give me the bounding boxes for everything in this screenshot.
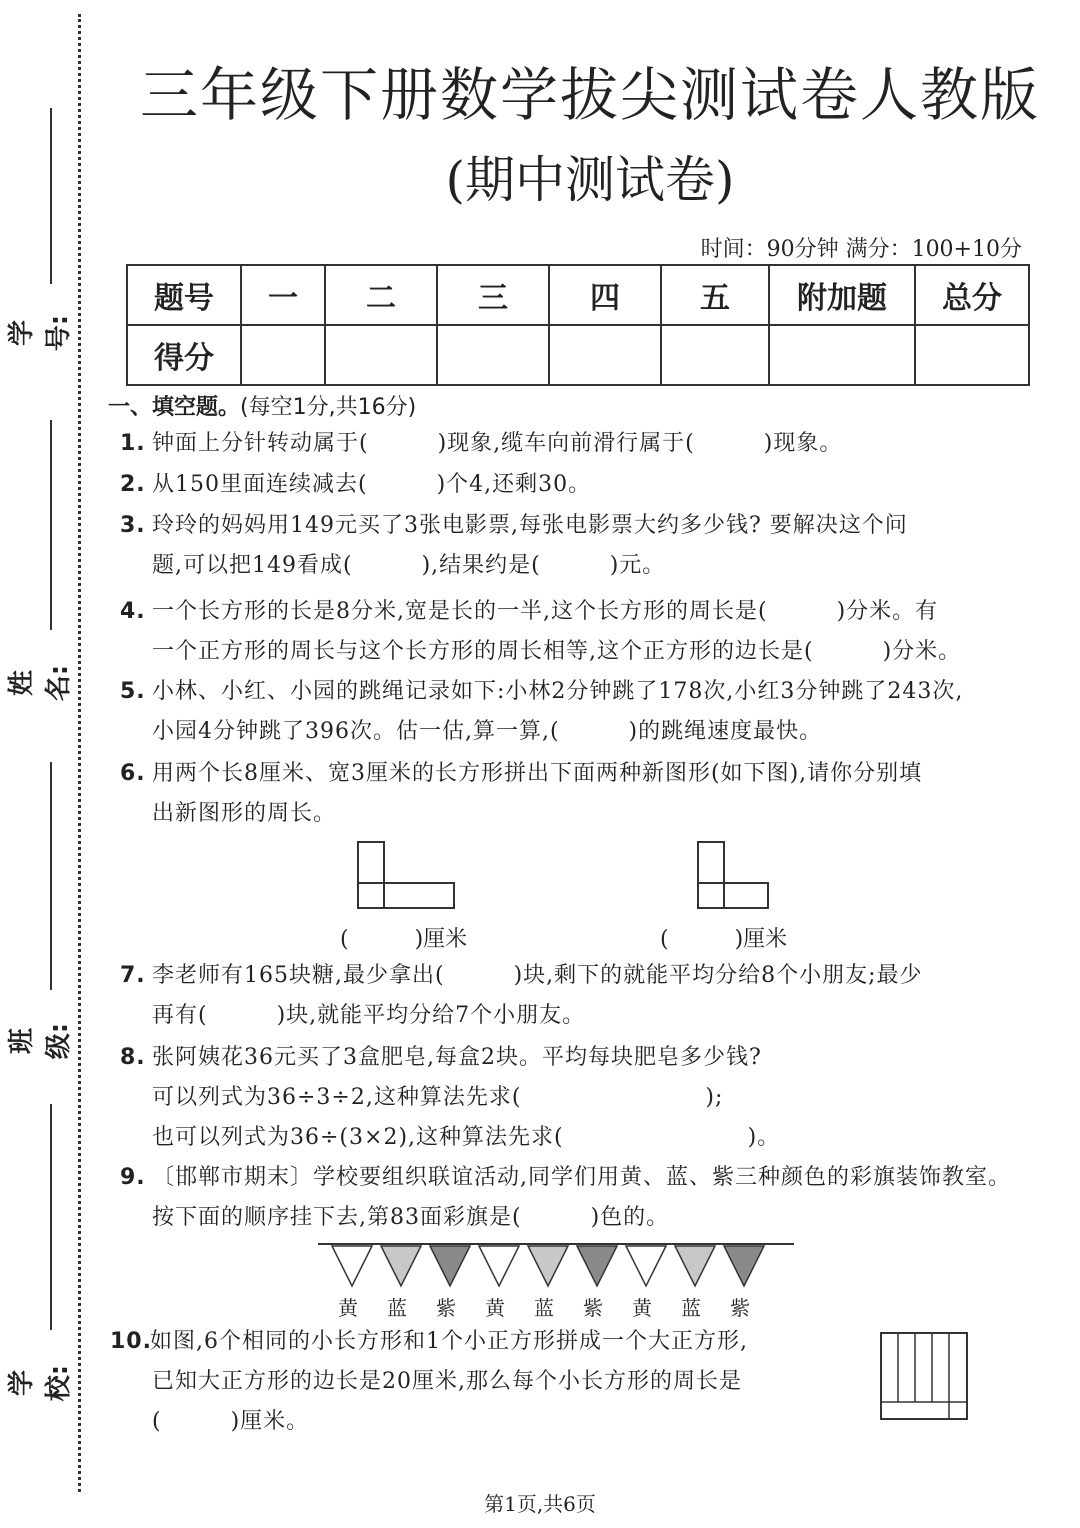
question-text: 〔邯郸市期末〕学校要组织联谊活动,同学们用黄、蓝、紫三种颜色的彩旗装饰教室。 bbox=[152, 1165, 1011, 1190]
page-subtitle: (期中测试卷) bbox=[445, 151, 735, 209]
flag-triangle bbox=[430, 1246, 470, 1286]
score-cell[interactable] bbox=[915, 325, 1029, 385]
flag-triangle bbox=[724, 1246, 764, 1286]
school-label: 学校: bbox=[7, 1364, 74, 1402]
section-note: (每空1分,共16分) bbox=[240, 395, 417, 420]
section-title: 一、填空题。 bbox=[108, 395, 241, 420]
score-table-header-row bbox=[127, 265, 1029, 325]
question-text: 出新图形的周长。 bbox=[152, 801, 337, 826]
score-header-cell: 附加题 bbox=[769, 265, 915, 325]
score-cell[interactable] bbox=[325, 325, 437, 385]
question-text: 一个正方形的周长与这个长方形的周长相等,这个正方形的边长是( )分米。 bbox=[152, 639, 962, 664]
question-text: 李老师有165块糖,最少拿出( )块,剩下的就能平均分给8个小朋友;最少 bbox=[152, 963, 923, 988]
flag-label: 蓝 bbox=[681, 1296, 701, 1320]
question-text: 钟面上分针转动属于( )现象,缆车向前滑行属于( )现象。 bbox=[152, 431, 843, 456]
score-header-cell: 三 bbox=[437, 265, 549, 325]
score-cell[interactable] bbox=[437, 325, 549, 385]
page-footer: 第1页,共6页 bbox=[484, 1492, 596, 1516]
q6-figure-l-shape bbox=[350, 836, 460, 916]
score-cell[interactable] bbox=[769, 325, 915, 385]
name-label: 姓名: bbox=[7, 664, 74, 702]
student-no-label: 学号: bbox=[7, 314, 74, 352]
flag-label: 蓝 bbox=[387, 1296, 407, 1320]
score-header-cell: 四 bbox=[549, 265, 661, 325]
flag-triangle bbox=[626, 1246, 666, 1286]
q10-figure-big-square bbox=[878, 1330, 972, 1422]
binding-dashed-line bbox=[78, 14, 81, 1492]
question-8 bbox=[120, 1038, 1020, 1158]
flag-label: 黄 bbox=[485, 1296, 505, 1320]
section-heading bbox=[108, 390, 416, 421]
score-header-cell: 一 bbox=[241, 265, 325, 325]
question-2 bbox=[120, 465, 1020, 505]
question-number: 6. bbox=[120, 761, 146, 786]
q6-figure-l-shape-2 bbox=[690, 836, 780, 916]
score-cell[interactable] bbox=[661, 325, 769, 385]
question-number: 3. bbox=[120, 513, 146, 538]
q6-answer-1[interactable]: ( )厘米 bbox=[340, 927, 468, 952]
flag-label: 紫 bbox=[730, 1296, 750, 1320]
flag-label: 黄 bbox=[632, 1296, 652, 1320]
question-number: 2. bbox=[120, 472, 146, 497]
score-table-score-row bbox=[127, 325, 1029, 385]
question-text: 小林、小红、小园的跳绳记录如下:小林2分钟跳了178次,小红3分钟跳了243次, bbox=[152, 679, 964, 704]
score-row-label: 得分 bbox=[127, 325, 241, 385]
question-number: 5. bbox=[120, 679, 146, 704]
score-header-cell: 总分 bbox=[915, 265, 1029, 325]
question-text: 也可以列式为36÷(3×2),这种算法先求( )。 bbox=[152, 1125, 781, 1150]
exam-meta: 时间：90分钟 满分：100+10分 bbox=[700, 237, 1022, 262]
question-number: 8. bbox=[120, 1045, 146, 1070]
name-underline bbox=[50, 420, 52, 630]
score-header-cell: 五 bbox=[661, 265, 769, 325]
question-text: 小园4分钟跳了396次。估一估,算一算,( )的跳绳速度最快。 bbox=[152, 719, 823, 744]
q6-answer-2[interactable]: ( )厘米 bbox=[660, 927, 788, 952]
question-text: 题,可以把149看成( ),结果约是( )元。 bbox=[152, 553, 666, 578]
flag-triangle bbox=[381, 1246, 421, 1286]
school-underline bbox=[50, 1104, 52, 1330]
class-underline bbox=[50, 762, 52, 990]
question-text: ( )厘米。 bbox=[152, 1409, 310, 1434]
question-number: 7. bbox=[120, 963, 146, 988]
question-6 bbox=[120, 754, 1020, 834]
question-7 bbox=[120, 956, 1020, 1036]
class-label: 班级: bbox=[7, 1022, 74, 1060]
question-text: 如图,6个相同的小长方形和1个小正方形拼成一个大正方形, bbox=[150, 1329, 748, 1354]
question-text: 用两个长8厘米、宽3厘米的长方形拼出下面两种新图形(如下图),请你分别填 bbox=[152, 761, 923, 786]
question-text: 再有( )块,就能平均分给7个小朋友。 bbox=[152, 1003, 586, 1028]
question-3 bbox=[120, 506, 1020, 586]
question-10 bbox=[110, 1322, 840, 1442]
flag-triangle bbox=[675, 1246, 715, 1286]
q9-flag-string bbox=[316, 1240, 796, 1290]
question-text: 按下面的顺序挂下去,第83面彩旗是( )色的。 bbox=[152, 1205, 670, 1230]
flag-label: 蓝 bbox=[534, 1296, 554, 1320]
flag-label: 黄 bbox=[338, 1296, 358, 1320]
question-text: 已知大正方形的边长是20厘米,那么每个小长方形的周长是 bbox=[152, 1369, 742, 1394]
flag-label: 紫 bbox=[436, 1296, 456, 1320]
score-cell[interactable] bbox=[549, 325, 661, 385]
question-9 bbox=[120, 1158, 1020, 1238]
page-title: 三年级下册数学拔尖测试卷人教版 bbox=[139, 61, 1040, 129]
question-text: 一个长方形的长是8分米,宽是长的一半,这个长方形的周长是( )分米。有 bbox=[152, 599, 939, 624]
flag-triangle bbox=[479, 1246, 519, 1286]
question-text: 玲玲的妈妈用149元买了3张电影票,每张电影票大约多少钱? 要解决这个问 bbox=[152, 513, 908, 538]
score-header-cell: 题号 bbox=[127, 265, 241, 325]
score-cell[interactable] bbox=[241, 325, 325, 385]
student-no-underline bbox=[50, 108, 52, 284]
score-table bbox=[126, 264, 1030, 386]
flag-label: 紫 bbox=[583, 1296, 603, 1320]
question-text: 张阿姨花36元买了3盒肥皂,每盒2块。平均每块肥皂多少钱? bbox=[152, 1045, 762, 1070]
question-number: 1. bbox=[120, 431, 146, 456]
question-number: 10. bbox=[110, 1329, 152, 1354]
flag-triangle bbox=[332, 1246, 372, 1286]
question-number: 4. bbox=[120, 599, 146, 624]
score-header-cell: 二 bbox=[325, 265, 437, 325]
question-1 bbox=[120, 424, 1020, 464]
question-text: 从150里面连续减去( )个4,还剩30。 bbox=[152, 472, 592, 497]
question-number: 9. bbox=[120, 1165, 146, 1190]
question-4 bbox=[120, 592, 1020, 672]
question-5 bbox=[120, 672, 1020, 752]
flag-triangle bbox=[528, 1246, 568, 1286]
flag-triangle bbox=[577, 1246, 617, 1286]
question-text: 可以列式为36÷3÷2,这种算法先求( ); bbox=[152, 1085, 724, 1110]
